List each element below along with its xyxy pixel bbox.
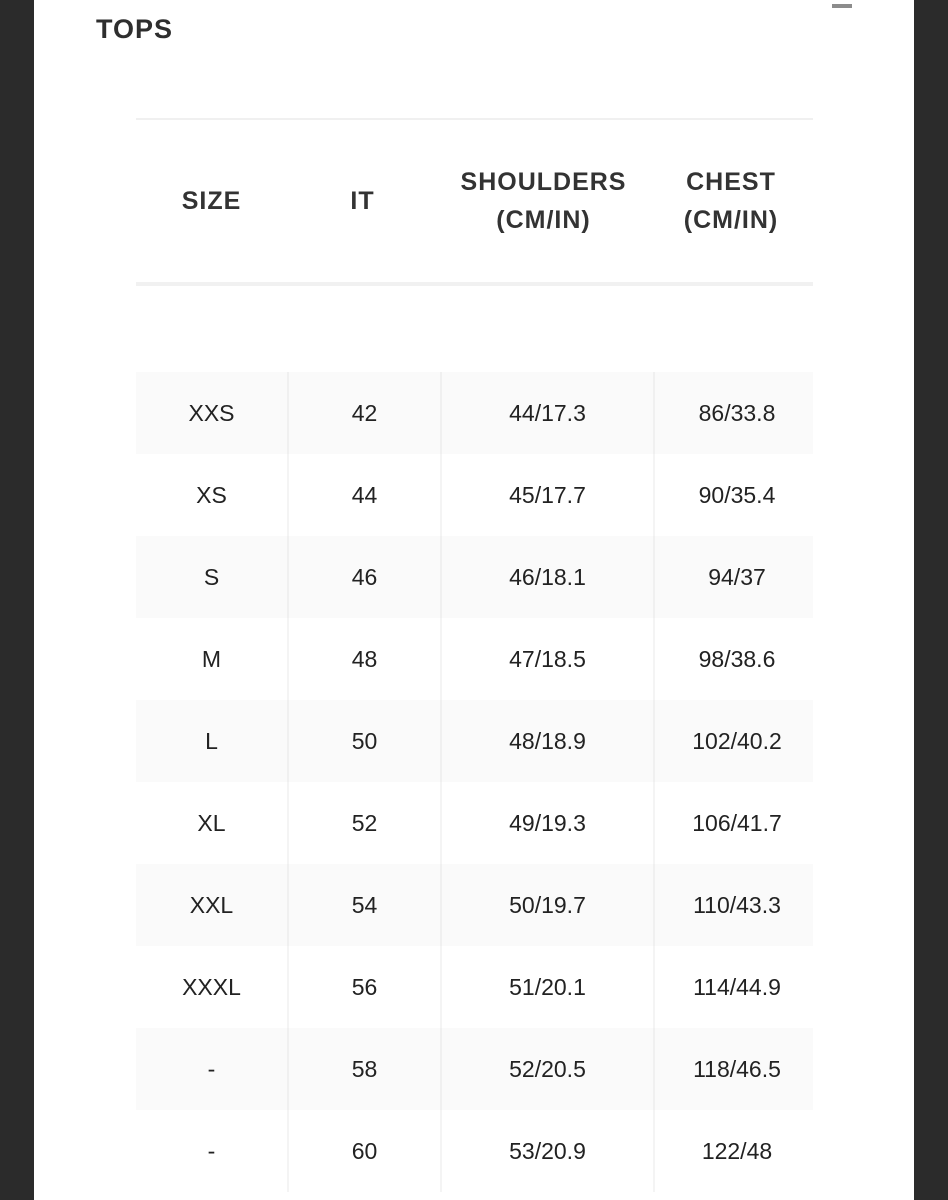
cell-size: - [136, 1110, 289, 1192]
table-row [136, 946, 813, 1028]
cell-it: 60 [289, 1110, 442, 1192]
header-it [287, 182, 438, 220]
header-shoulders-label: SHOULDERS [460, 168, 627, 196]
cell-it: 46 [289, 536, 442, 618]
cell-shoulders: 49/19.3 [442, 782, 655, 864]
header-chest [649, 163, 813, 239]
table-row [136, 536, 813, 618]
table-header-row [136, 120, 813, 286]
table-body [136, 372, 813, 1192]
table-row [136, 782, 813, 864]
cell-chest: 122/48 [701, 1137, 773, 1164]
header-chest-unit: (CM/IN) [683, 206, 779, 234]
cell-shoulders: 44/17.3 [442, 372, 655, 454]
table-row [136, 372, 813, 454]
minus-icon[interactable] [832, 4, 852, 8]
table-row [136, 1110, 813, 1192]
cell-size: M [136, 618, 289, 700]
table-row [136, 1028, 813, 1110]
header-shoulders-unit: (CM/IN) [496, 206, 591, 234]
cell-it: 56 [289, 946, 442, 1028]
table-row [136, 454, 813, 536]
cell-size: XS [136, 454, 289, 536]
cell-chest: 114/44.9 [693, 973, 781, 1000]
cell-chest: 110/43.3 [693, 891, 781, 918]
section-title: TOPS [96, 14, 174, 44]
cell-chest: 94/37 [708, 563, 766, 590]
size-table [136, 118, 813, 1192]
cell-size: XL [136, 782, 289, 864]
cell-chest: 102/40.2 [692, 727, 782, 754]
cell-size: XXS [136, 372, 289, 454]
header-spacer [136, 286, 813, 372]
cell-shoulders: 53/20.9 [442, 1110, 655, 1192]
cell-size: XXXL [136, 946, 289, 1028]
table-row [136, 618, 813, 700]
cell-it: 42 [289, 372, 442, 454]
cell-shoulders: 45/17.7 [442, 454, 655, 536]
cell-chest: 90/35.4 [698, 481, 776, 508]
cell-shoulders: 52/20.5 [442, 1028, 655, 1110]
cell-shoulders: 46/18.1 [442, 536, 655, 618]
cell-it: 44 [289, 454, 442, 536]
cell-shoulders: 51/20.1 [442, 946, 655, 1028]
cell-it: 48 [289, 618, 442, 700]
size-guide-panel [34, 0, 914, 1200]
cell-size: - [136, 1028, 289, 1110]
header-size [136, 182, 287, 220]
header-size-label: SIZE [181, 187, 242, 215]
header-chest-label: CHEST [686, 168, 776, 196]
table-row [136, 700, 813, 782]
table-row [136, 864, 813, 946]
cell-it: 52 [289, 782, 442, 864]
cell-it: 58 [289, 1028, 442, 1110]
cell-chest: 98/38.6 [698, 645, 776, 672]
cell-shoulders: 50/19.7 [442, 864, 655, 946]
cell-it: 50 [289, 700, 442, 782]
cell-shoulders: 48/18.9 [442, 700, 655, 782]
cell-chest: 118/46.5 [693, 1055, 781, 1082]
header-shoulders [438, 163, 649, 239]
cell-it: 54 [289, 864, 442, 946]
cell-chest: 106/41.7 [692, 809, 782, 836]
cell-size: L [136, 700, 289, 782]
cell-shoulders: 47/18.5 [442, 618, 655, 700]
cell-size: S [136, 536, 289, 618]
cell-chest: 86/33.8 [698, 399, 776, 426]
cell-size: XXL [136, 864, 289, 946]
header-it-label: IT [350, 187, 375, 215]
